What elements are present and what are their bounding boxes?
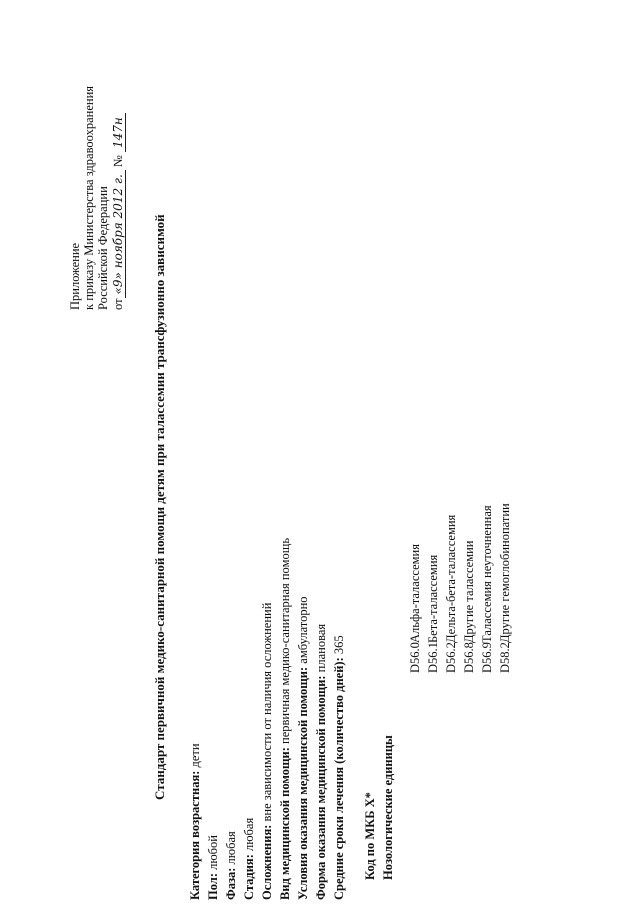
param-value: амбулаторно <box>296 596 310 667</box>
param-value: любая <box>224 831 238 868</box>
icd-name: Другие гемоглобинопатии <box>498 503 512 643</box>
order-date: «9» ноября 2012 г. <box>111 170 126 298</box>
icd-name: Бета-талассемия <box>426 554 440 643</box>
param-value: первичная медико-санитарная помощь <box>278 537 292 748</box>
param-label: Средние сроки лечения (количество дней): <box>332 657 346 900</box>
mkb-label: Код по МКБ X* <box>363 792 377 880</box>
param-value: дети <box>188 743 202 771</box>
icd-code: D56.2 <box>444 642 458 673</box>
icd-code: D56.0 <box>408 642 422 673</box>
param-care-form <box>314 624 328 900</box>
param-label: Вид медицинской помощи: <box>278 747 292 900</box>
number-label: № <box>110 155 125 168</box>
param-value: 365 <box>332 635 346 658</box>
param-care-type <box>278 538 292 900</box>
param-label: Категория возрастная: <box>188 770 202 900</box>
param-phase <box>224 831 238 900</box>
order-number: 147н <box>111 113 126 152</box>
icd-code: D56.1 <box>426 642 440 673</box>
appendix-order: к приказу Министерства здравоохранения <box>82 85 97 310</box>
param-value: любая <box>242 817 256 855</box>
param-label: Стадия: <box>242 854 256 900</box>
icd-name: Талассемия неуточненная <box>480 505 494 643</box>
param-sex <box>206 835 220 900</box>
param-care-conditions <box>296 596 310 900</box>
nosology-label: Нозологические единицы <box>381 735 395 880</box>
appendix-date-line <box>111 10 125 310</box>
appendix-country: Российской Федерации <box>96 186 111 310</box>
appendix-title: Приложение <box>68 242 82 310</box>
param-value: вне зависимости от наличия осложнений <box>260 602 274 825</box>
icd-row <box>426 555 441 673</box>
icd-row <box>408 544 423 673</box>
icd-name: Альфа-талассемия <box>408 544 422 643</box>
param-value: любой <box>206 835 220 874</box>
param-age-category <box>188 743 202 900</box>
param-value: плановая <box>314 623 328 676</box>
icd-row <box>498 503 513 673</box>
param-treatment-duration <box>332 635 346 900</box>
icd-row <box>462 541 477 674</box>
appendix-block <box>68 10 125 310</box>
icd-name: Другие талассемии <box>462 540 476 643</box>
document-title: Стандарт первичной медико-санитарной помощи детям при талассемии трансфузионно зависимой <box>152 214 167 800</box>
icd-code: D56.9 <box>480 642 494 673</box>
icd-code: D56.8 <box>462 642 476 673</box>
param-label: Пол: <box>206 873 220 900</box>
icd-code: D58.2 <box>498 642 512 673</box>
param-stage <box>242 818 256 900</box>
icd-name: Дельта-бета-талассемия <box>444 514 458 643</box>
icd-row <box>480 505 495 673</box>
param-label: Форма оказания медицинской помощи: <box>314 675 328 900</box>
param-label: Фаза: <box>224 867 238 900</box>
param-complications <box>260 603 274 900</box>
param-label: Условия оказания медицинской помощи: <box>296 666 310 900</box>
param-label: Осложнения: <box>260 824 274 900</box>
icd-row <box>444 515 459 673</box>
date-prefix: от <box>110 298 125 310</box>
